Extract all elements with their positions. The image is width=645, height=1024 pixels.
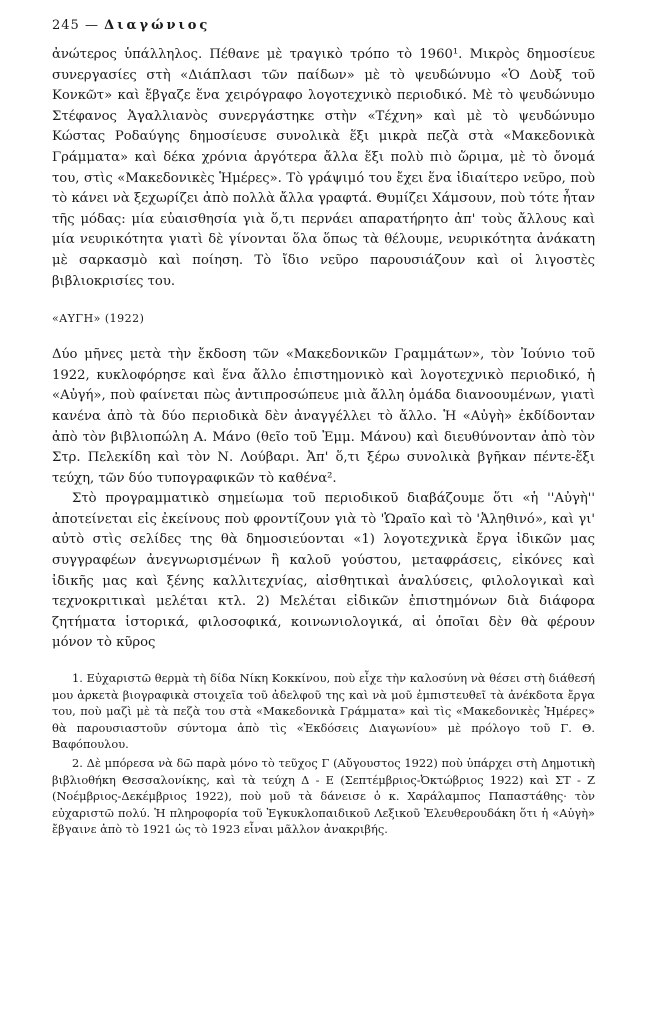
paragraph-intro: ἀνώτερος ὑπάλληλος. Πέθανε μὲ τραγικὸ τρόπο τὸ 1960¹. Μικρὸς δημοσίευε συνεργασίες στὴ «Διάπλασι τῶν παίδων» μὲ τὸ ψευδώνυμο «Ὁ Δοὺξ τοῦ Κονκῶτ» καὶ ἔβγαζε ἕνα χειρόγραφο λογοτεχνικὸ περιοδικό. Μὲ τὸ ψευδώνυμο Στέφανος Ἀγαλλιανὸς συνεργάστηκε στὴν «Τέχνη» καὶ μὲ τὸ ψευδώνυμο Κώστας Ροδαύγης δημοσίευσε συνολικὰ ἕξι μικρὰ πεζὰ στὰ «Μακεδονικὰ Γράμματα» καὶ δέκα χρόνια ἀργότερα ἄλλα ἕξι πολὺ πιὸ ὥριμα, μὲ τὸ ὄνομά του, στὶς «Μακεδονικὲς Ἡμέρες». Τὸ γράψιμό του ἔχει ἕνα ἰδιαίτερο νεῦρο, ποὺ τὸ κάνει νὰ ξεχωρίζει ἀπὸ πολλὰ ἄλλα γραφτά. Θυμίζει Χάμσουν, ποὺ τότε ἦταν τῆς μόδας: μία εὐαισθησία γιὰ ὅ,τι περνάει απαρατήρητο ἀπ' τοὺς ἄλλους καὶ μία νευρικότητα γιατὶ δὲ γίνονται ὅλα ὅπως τὰ θέλουμε, νευρικότητα ἀνάκατη μὲ σαρκασμὸ καὶ ποίηση. Τὸ ἴδιο νεῦρο παρουσιάζουν καὶ οἱ λιγοστὲς βιβλιοκρισίες του. bbox=[52, 47, 595, 289]
journal-title: Διαγώνιος bbox=[104, 18, 211, 33]
page bbox=[52, 18, 595, 840]
paragraph-augi-1: Δύο μῆνες μετὰ τὴν ἔκδοση τῶν «Μακεδονικῶν Γραμμάτων», τὸν Ἰούνιο τοῦ 1922, κυκλοφόρησε καὶ ἕνα ἄλλο ἐπιστημονικὸ καὶ λογοτεχνικὸ περιοδικό, ἡ «Αὐγή», ποὺ φαίνεται πὼς ἀντιπροσώπευε μιὰ ἄλλη ὁμάδα διανοουμένων, γιατὶ κανένα ἀπὸ τὰ δύο περιοδικὰ δὲν ἀναγγέλλει τὸ ἄλλο. Ἡ «Αὐγὴ» ἐκδίδονταν ἀπὸ τὸν βιβλιοπώλη Α. Μάνο (θεῖο τοῦ Ἐμμ. Μάνου) καὶ διευθύνονταν ἀπὸ τὸν Στρ. Πελεκίδη καὶ τὸν Ν. Λούβαρι. Ἀπ' ὅ,τι ξέρω συνολικὰ βγῆκαν πέντε-ἕξι τεύχη, τῶν δύο τυπογραφικῶν τὸ καθένα². bbox=[52, 347, 595, 486]
paragraph-augi-2: Στὸ προγραμματικὸ σημείωμα τοῦ περιοδικοῦ διαβάζουμε ὅτι «ἡ ''Αὐγὴ'' ἀποτείνεται εἰς ἐκείνους ποὺ φροντίζουν γιὰ τὸ 'Ὡραῖο καὶ τὸ 'Ἀληθινό», καὶ γι' αὐτὸ στὶς σελίδες της θὰ δημοσιεύονται «1) λογοτεχνικὰ ἔργα ἰδικῶν μας συγγραφέων ἀνεγνωρισμένων ἢ καλοῦ γούστου, μεταφράσεις, εἰκόνες καὶ ἰδικῆς μας καὶ ξένης καλλιτεχνίας, αἰσθητικαὶ ἀναλύσεις, φιλολογικαὶ καὶ τεχνοκριτικαὶ μελέται κτλ. 2) Μελέται εἰδικῶν ἐπιστημόνων διὰ διάφορα ζητήματα ἱστορικά, φιλοσοφικά, κοινωνιολογικά, αἱ ὁποῖαι δὲν θὰ φέρουν μόνον τὸ κῦρος bbox=[52, 491, 595, 651]
page-number: 245 bbox=[52, 18, 80, 33]
footnotes bbox=[52, 670, 595, 838]
running-header bbox=[52, 18, 595, 33]
section-heading: «ΑΥΓΗ» (1922) bbox=[52, 312, 145, 326]
footnote-2: 2. Δὲ μπόρεσα νὰ δῶ παρὰ μόνο τὸ τεῦχος Γ (Αὔγουστος 1922) ποὺ ὑπάρχει στὴ Δημοτικὴ βιβλιοθήκη Θεσσαλονίκης, καὶ τὰ τεύχη Δ - Ε (Σεπτέμβριος-Ὀκτώβριος 1922) καὶ ΣΤ - Ζ (Νοέμβριος-Δεκέμβριος 1922), ποὺ μοῦ τὰ δάνεισε ὁ κ. Χαράλαμπος Παπαστάθης· τὸν εὐχαριστῶ πολύ. Ἡ πληροφορία τοῦ Ἐγκυκλοπαιδικοῦ Λεξικοῦ Ἐλευθερουδάκη ὅτι ἡ «Αὐγὴ» ἔβγαινε ἀπὸ τὸ 1921 ὡς τὸ 1923 εἶναι μᾶλλον ἀνακριβής. bbox=[52, 756, 595, 837]
header-dash: — bbox=[84, 18, 99, 33]
footnote-1: 1. Εὐχαριστῶ θερμὰ τὴ δίδα Νίκη Κοκκίνου, ποὺ εἶχε τὴν καλοσύνη νὰ θέσει στὴ διάθεσή μου ἀρκετὰ βιογραφικὰ στοιχεῖα τοῦ ἀδελφοῦ της καὶ νὰ μοῦ ἐμπιστευθεῖ τὰ ἀνέκδοτα ἔργα του, ποὺ μαζὶ μὲ τὰ πεζὰ του στὰ «Μακεδονικὰ Γράμματα» καὶ τὶς «Μακεδονικὲς Ἡμέρες» θὰ παρουσιαστοῦν σύντομα ἀπὸ τὶς «Ἐκδόσεις Διαγωνίου» μὲ πρόλογο τοῦ Γ. Θ. Βαφόπουλου. bbox=[52, 671, 595, 752]
